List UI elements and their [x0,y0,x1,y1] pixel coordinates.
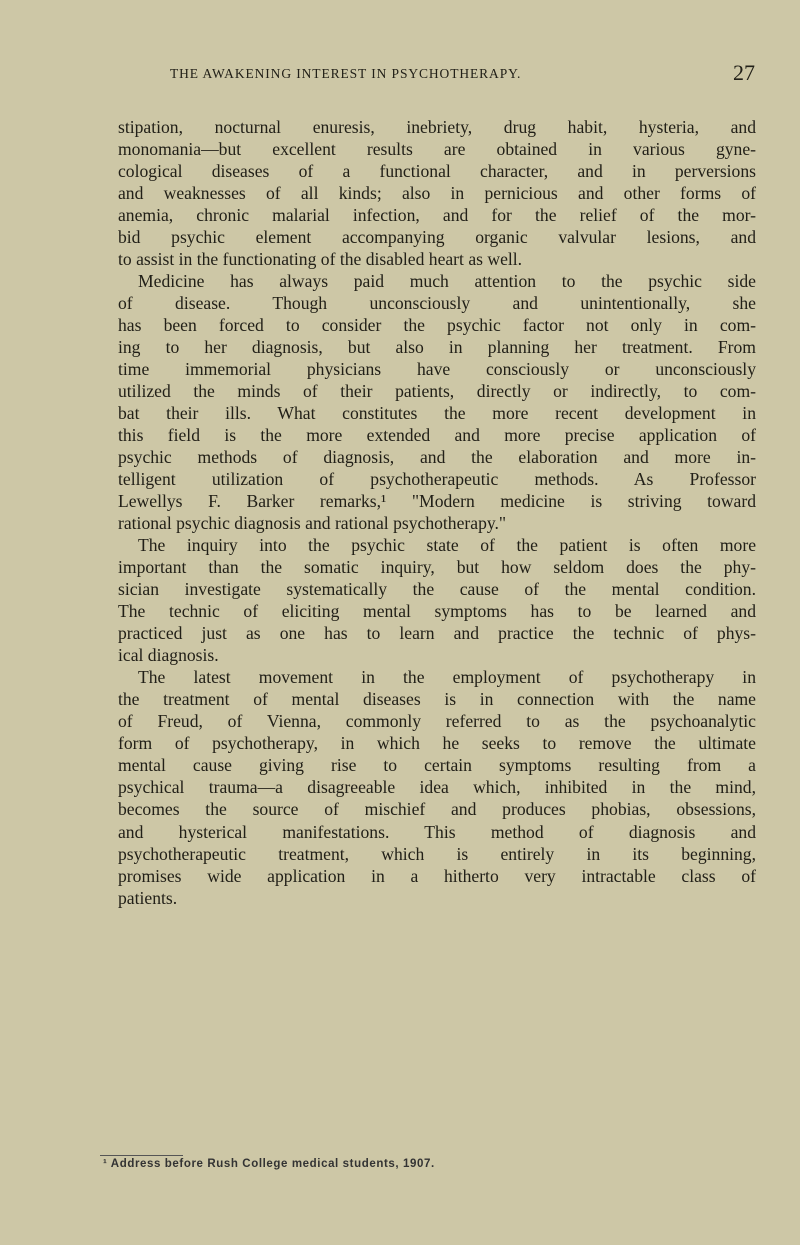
text-line: patients. [118,887,178,908]
text-line: time immemorial physicians have consciously or unconsciously [118,359,756,380]
text-line: and weaknesses of all kinds; also in pernicious and other forms of [118,183,756,204]
text-line: Medicine has always paid much attention to the psychic side [138,271,756,292]
text-line: practiced just as one has to learn and practice the technic of phys- [118,623,756,644]
text-line: the treatment of mental diseases is in connection with the name [118,689,756,710]
text-line: stipation, nocturnal enuresis, inebriety, drug habit, hysteria, and [118,117,756,137]
text-line: psychic methods of diagnosis, and the elaboration and more in- [118,447,756,468]
running-title: THE AWAKENING INTEREST IN PSYCHOTHERAPY. [170,66,522,81]
text-line: rational psychic diagnosis and rational psychotherapy." [118,513,507,534]
text-line: cological diseases of a functional character, and in perversions [118,161,756,182]
text-line: bat their ills. What constitutes the more recent development in [118,403,756,424]
text-line: psychotherapeutic treatment, which is entirely in its beginning, [118,843,756,864]
text-line: important than the somatic inquiry, but how seldom does the phy- [118,557,756,578]
text-line: The latest movement in the employment of psychotherapy in [138,667,756,688]
footnote: ¹ Address before Rush College medical students, 1907. [103,1158,435,1170]
footnote-rule [100,1155,183,1156]
text-line: utilized the minds of their patients, directly or indirectly, to com- [118,381,756,402]
body-text [118,116,756,909]
text-line: telligent utilization of psychotherapeutic methods. As Professor [118,469,756,490]
text-line: form of psychotherapy, in which he seeks to remove the ultimate [118,733,756,754]
text-line: The inquiry into the psychic state of the patient is often more [138,535,756,556]
text-line: psychical trauma—a disagreeable idea which, inhibited in the mind, [118,777,756,798]
text-line: ical diagnosis. [118,645,219,666]
text-line: has been forced to consider the psychic factor not only in com- [118,315,756,336]
text-line: this field is the more extended and more precise application of [118,425,756,446]
text-line: becomes the source of mischief and produces phobias, obsessions, [118,799,756,820]
text-line: and hysterical manifestations. This method of diagnosis and [118,821,756,842]
text-line: Lewellys F. Barker remarks,¹ "Modern medicine is striving toward [118,491,756,512]
text-line: bid psychic element accompanying organic valvular lesions, and [118,227,756,248]
text-line: of Freud, of Vienna, commonly referred to as the psychoanalytic [118,711,756,732]
text-line: to assist in the functionating of the disabled heart as well. [118,249,523,270]
text-line: promises wide application in a hitherto very intractable class of [118,865,756,886]
text-line: anemia, chronic malarial infection, and for the relief of the mor- [118,205,756,226]
running-header [170,60,755,85]
page-number: 27 [733,60,755,85]
text-line: The technic of eliciting mental symptoms has to be learned and [118,601,756,622]
text-line: sician investigate systematically the cause of the mental condition. [118,579,756,600]
text-line: of disease. Though unconsciously and unintentionally, she [118,293,756,314]
text-line: ing to her diagnosis, but also in planning her treatment. From [118,337,756,358]
text-line: mental cause giving rise to certain symptoms resulting from a [118,755,756,776]
text-line: monomania—but excellent results are obtained in various gyne- [118,139,756,160]
